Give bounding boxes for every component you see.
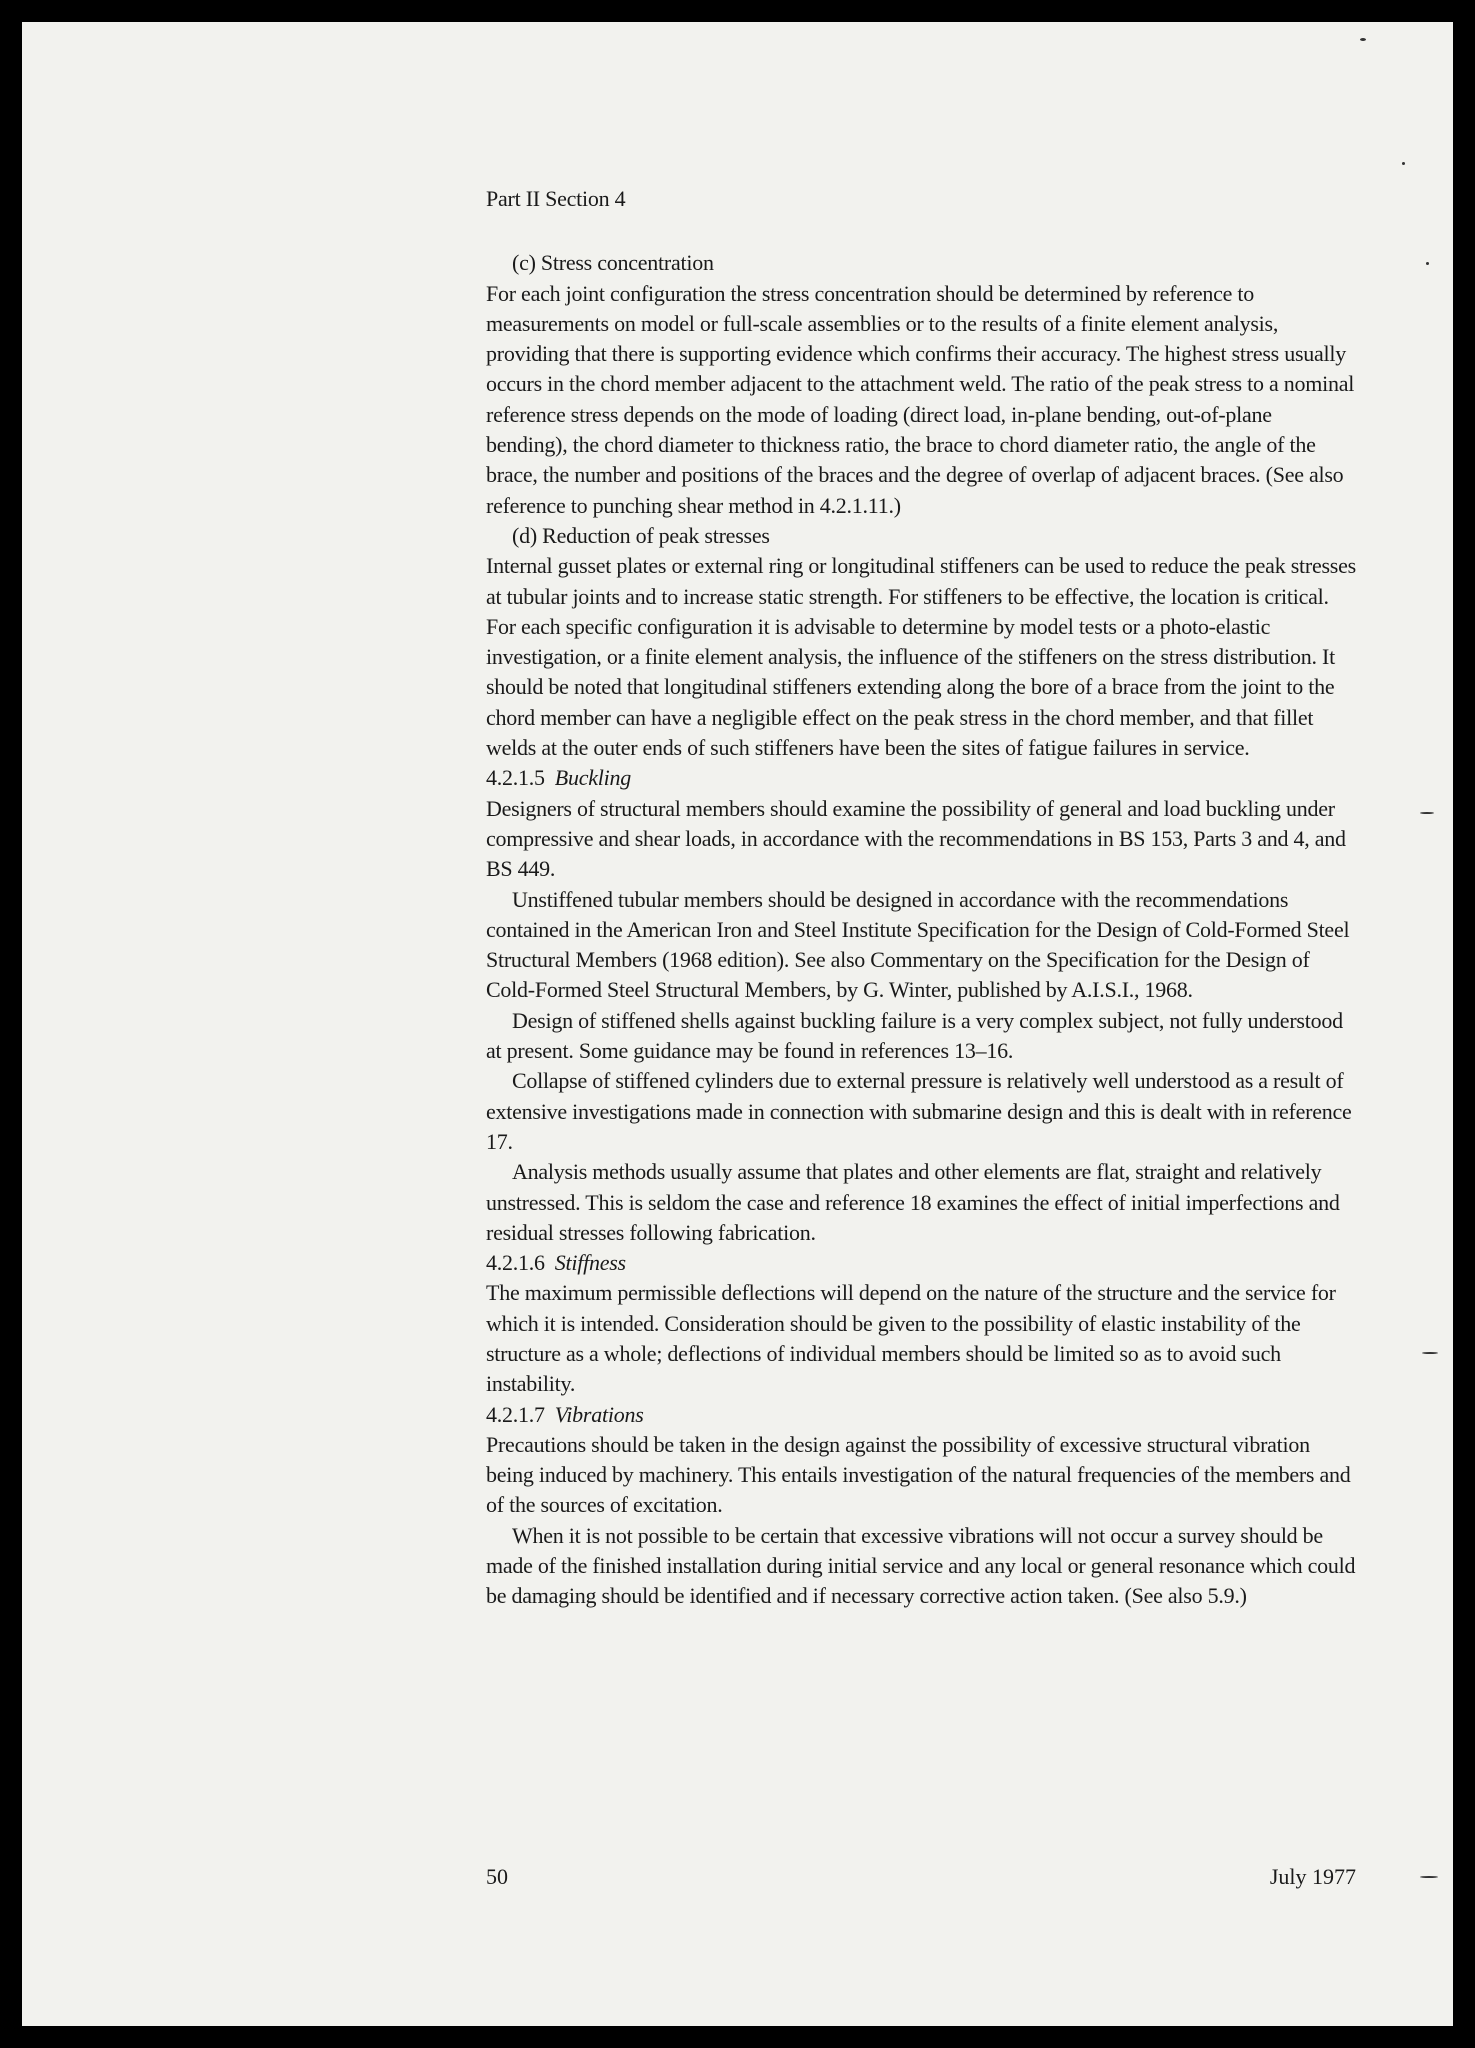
paragraph-vibration-precautions: Precautions should be taken in the design against the possibility of excessive structural vibration being induced by machinery. This entails investigation of the natural frequencies of the members and of the sources of excitation. [486, 1431, 1351, 1518]
subheading-reduction-peak-stresses: (d) Reduction of peak stresses [512, 522, 770, 548]
scan-speck [1360, 38, 1366, 41]
document-page [22, 22, 1453, 2026]
body-column [486, 160, 1356, 1612]
section-number: 4.2.1.7 [486, 1401, 545, 1427]
section-heading-buckling [486, 763, 1356, 793]
running-head: Part II Section 4 [486, 186, 626, 211]
subheading-stress-concentration: (c) Stress concentration [512, 250, 714, 276]
paragraph-unstiffened-tubular: Unstiffened tubular members should be designed in accordance with the recommendations contained in the American Iron and Steel Institute Specification for the Design of Cold-Formed Steel Structural Members (1968 edition). See also Commentary on the Specification for the Design of Cold-Formed Steel Structural Members, by G. Winter, published by A.I.S.I., 1968. [486, 886, 1350, 1003]
scan-speck [1402, 162, 1405, 165]
paragraph-reduction-peak-stresses: Internal gusset plates or external ring or longitudinal stiffeners can be used to reduce the peak stresses at tubular joints and to increase static strength. For stiffeners to be effective, the location is critical. For each specific configuration it is advisable to determine by model tests or a photo-elastic investigation, or a finite element analysis, the influence of the stiffeners on the stress distribution. It should be noted that longitudinal stiffeners extending along the bore of a brace from the joint to the chord member can have a negligible effect on the peak stress in the chord member, and that fillet welds at the outer ends of such stiffeners have been the sites of fatigue failures in service. [486, 553, 1356, 761]
scan-speck [1420, 1876, 1438, 1878]
page-footer [486, 1864, 1356, 1890]
paragraph-analysis-methods: Analysis methods usually assume that plates and other elements are flat, straight and relatively unstressed. This is seldom the case and reference 18 examines the effect of initial imperfections and residual stresses following fabrication. [486, 1159, 1340, 1245]
paragraph-collapse-cylinders: Collapse of stiffened cylinders due to external pressure is relatively well understood as a result of extensive investigations made in connection with submarine design and this is dealt with in reference 17. [486, 1068, 1352, 1154]
paragraph-vibration-survey: When it is not possible to be certain that excessive vibrations will not occur a survey should be made of the finished installation during initial service and any local or general resonance which could be damaging should be identified and if necessary corrective action taken. (See also 5.9.) [486, 1522, 1356, 1609]
section-heading-stiffness [486, 1248, 1356, 1278]
page-number: 50 [486, 1864, 508, 1889]
paragraph-stress-concentration: For each joint configuration the stress concentration should be determined by reference to measurements on model or full-scale assemblies or to the results of a finite element analysis, providing that there is supporting evidence which confirms their accuracy. The highest stress usually occurs in the chord member adjacent to the attachment weld. The ratio of the peak stress to a nominal reference stress depends on the mode of loading (direct load, in-plane bending, out-of-plane bending), the chord diameter to thickness ratio, the brace to chord diameter ratio, the angle of the brace, the number and positions of the braces and the degree of overlap of adjacent braces. (See also reference to punching shear method in 4.2.1.11.) [486, 280, 1355, 518]
scan-speck [1422, 1352, 1438, 1354]
scan-speck [1420, 812, 1434, 814]
section-title: Stiffness [554, 1250, 626, 1276]
section-title: Vibrations [554, 1401, 644, 1427]
scan-speck [1426, 262, 1429, 265]
section-number: 4.2.1.5 [486, 765, 545, 791]
paragraph-buckling-general: Designers of structural members should examine the possibility of general and load buckling under compressive and shear loads, in accordance with the recommendations in BS 153, Parts 3 and 4, and BS 449. [486, 795, 1346, 882]
paragraph-deflections: The maximum permissible deflections will depend on the nature of the structure and the service for which it is intended. Consideration should be given to the possibility of elastic instability of the structure as a whole; deflections of individual members should be limited so as to avoid such instability. [486, 1280, 1336, 1397]
section-heading-vibrations [486, 1400, 1356, 1430]
publication-date: July 1977 [1269, 1864, 1356, 1889]
section-number: 4.2.1.6 [486, 1250, 545, 1276]
paragraph-stiffened-shells: Design of stiffened shells against buckling failure is a very complex subject, not fully understood at present. Some guidance may be found in references 13–16. [486, 1007, 1343, 1064]
section-title: Buckling [554, 765, 631, 791]
